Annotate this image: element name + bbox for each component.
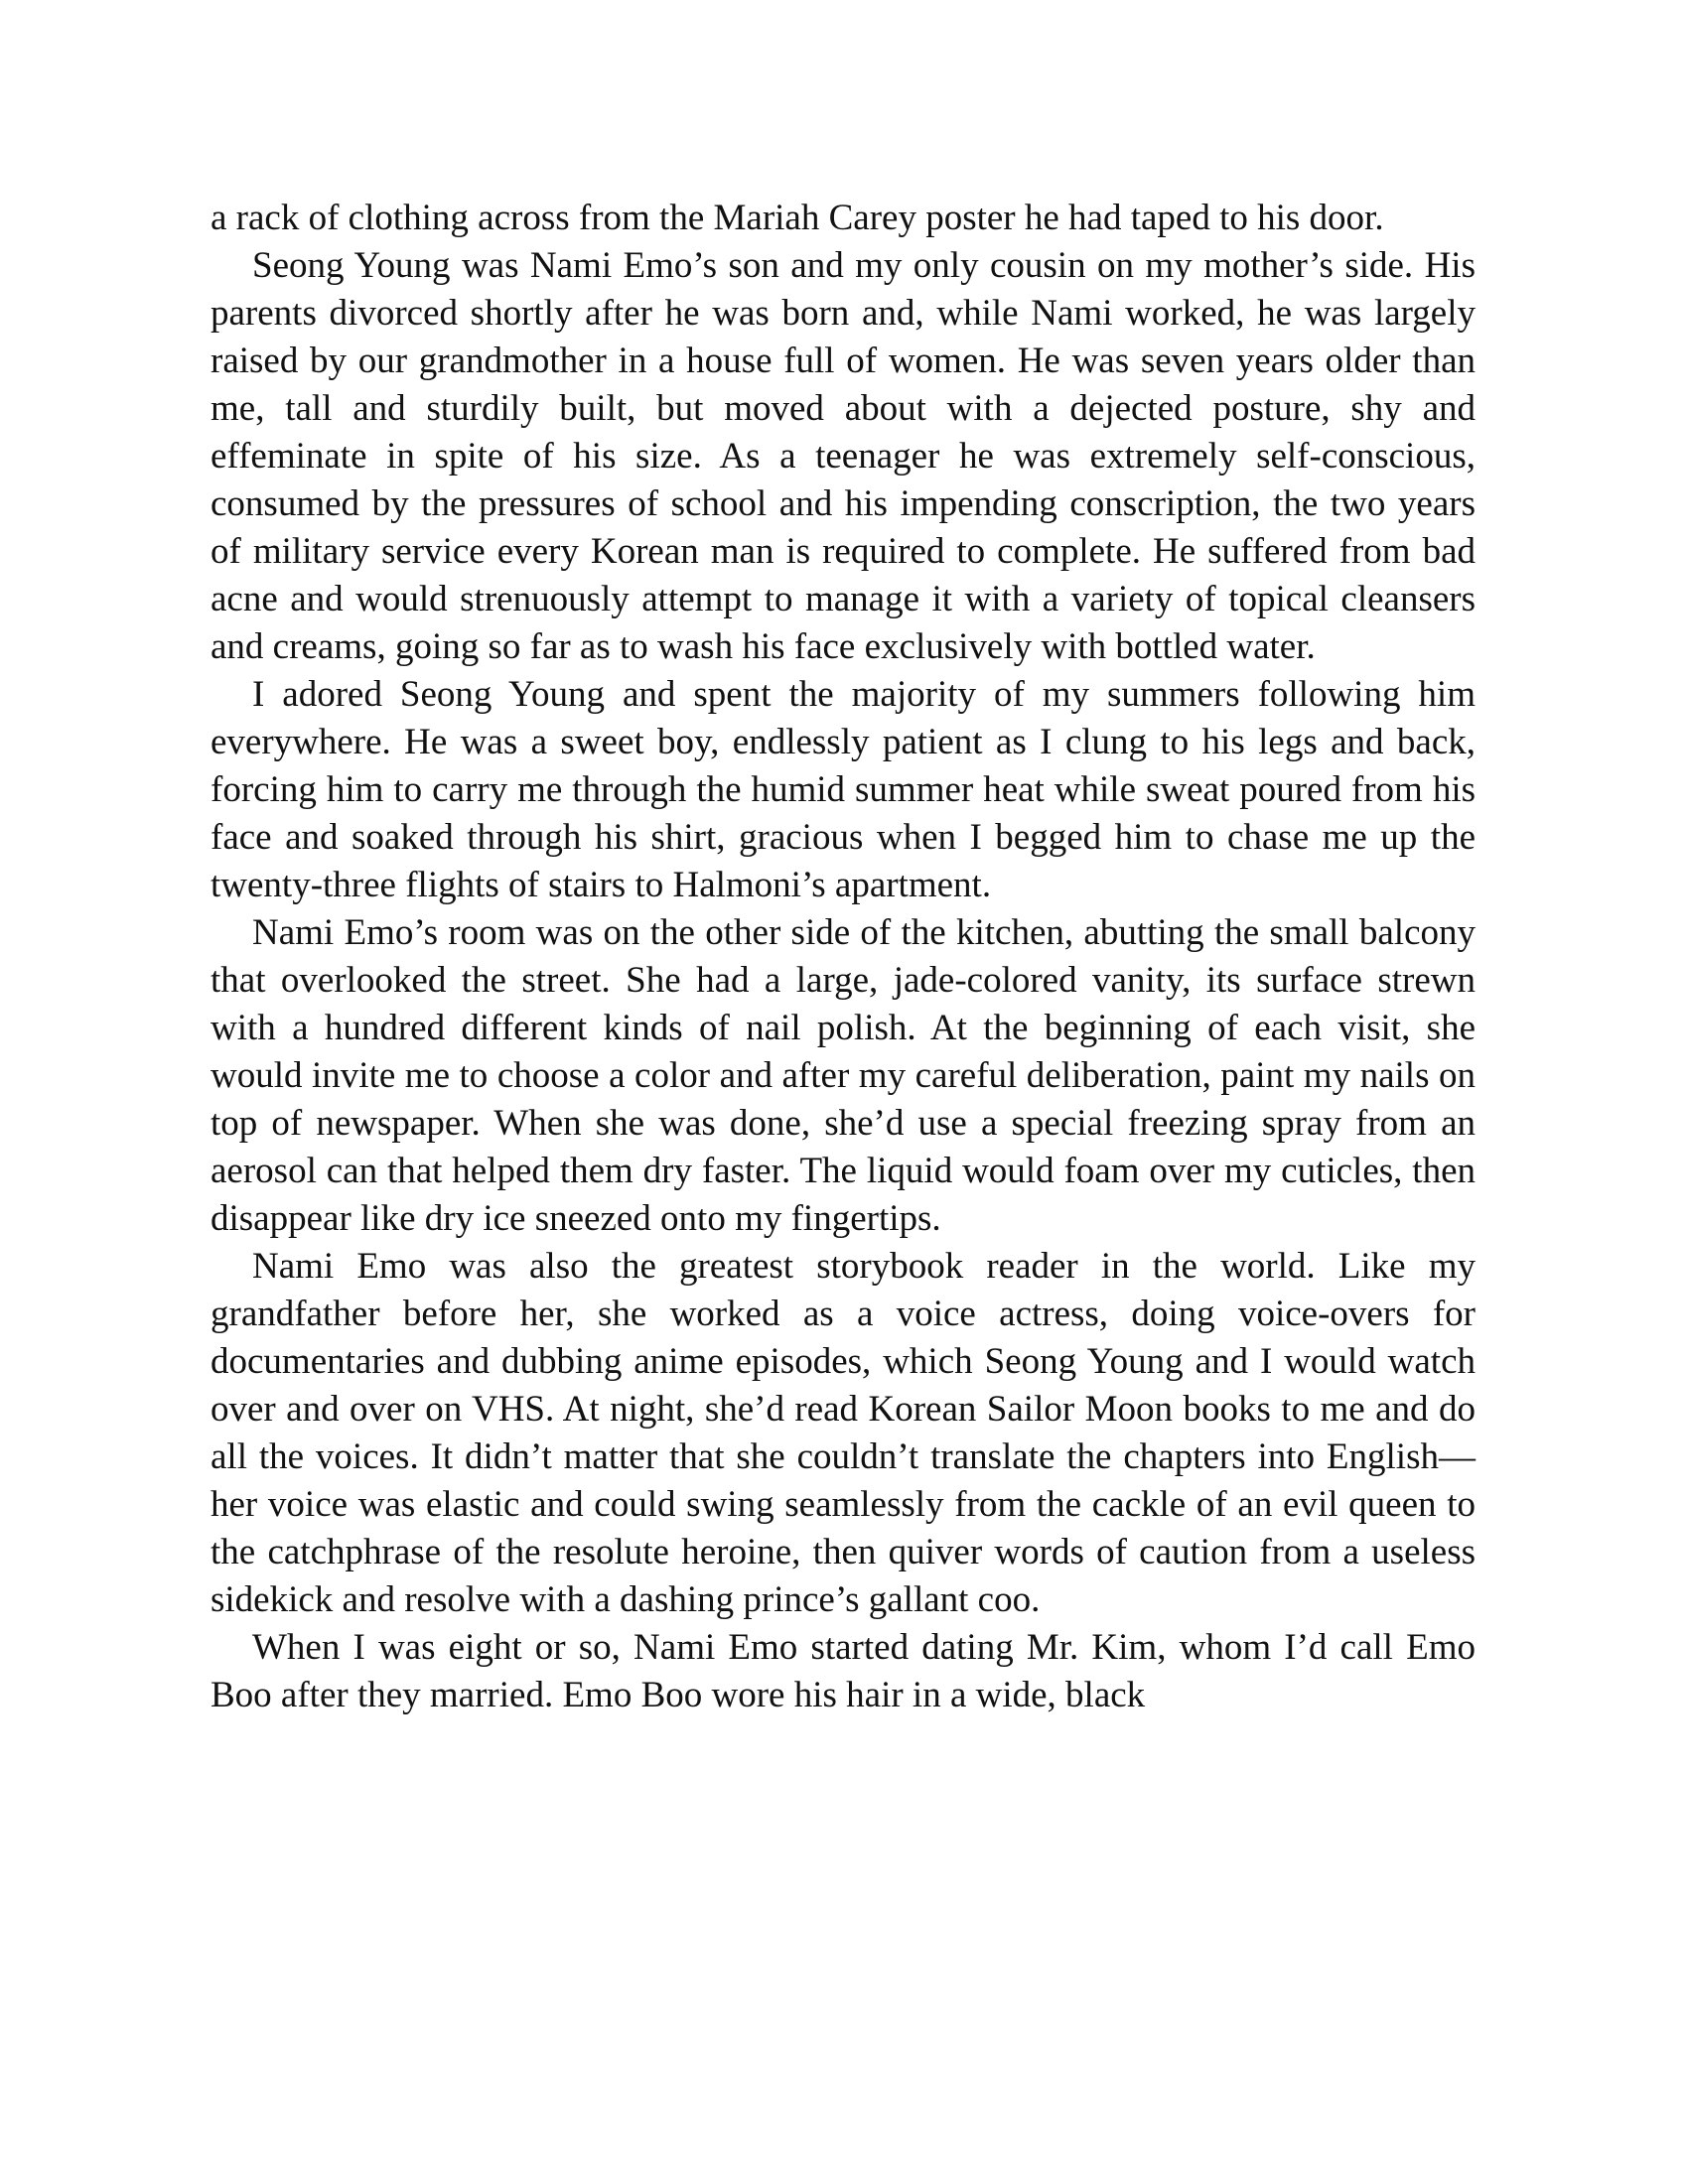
paragraph-adored-seong-young: I adored Seong Young and spent the majority of my summers following him everywhere. He was a sweet boy, endlessly patient as I clung to his legs and back, forcing him to carry me through the humid summer heat while sweat poured from his face and soaked through his shirt, gracious when I begged him to chase me up the twenty-three flights of stairs to Halmoni’s apartment. [211,674,1476,905]
book-page [211,195,1476,1719]
paragraph-mr-kim: When I was eight or so, Nami Emo started dating Mr. Kim, whom I’d call Emo Boo after they married. Emo Boo wore his hair in a wide, black [211,1627,1476,1715]
paragraph-storybook-reader: Nami Emo was also the greatest storybook reader in the world. Like my grandfather before her, she worked as a voice actress, doing voice-overs for documentaries and dubbing anime episodes, which Seong Young and I would watch over and over on VHS. At night, she’d read Korean Sailor Moon books to me and do all the voices. It didn’t matter that she couldn’t translate the chapters into English—her voice was elastic and could swing seamlessly from the cackle of an evil queen to the catchphrase of the resolute heroine, then quiver words of caution from a useless sidekick and resolve with a dashing prince’s gallant coo. [211,1246,1476,1620]
paragraph-seong-young: Seong Young was Nami Emo’s son and my only cousin on my mother’s side. His parents divorced shortly after he was born and, while Nami worked, he was largely raised by our grandmother in a house full of women. He was seven years older than me, tall and sturdily built, but moved about with a dejected posture, shy and effeminate in spite of his size. As a teenager he was extremely self-conscious, consumed by the pressures of school and his impending conscription, the two years of military service every Korean man is required to complete. He suffered from bad acne and would strenuously attempt to manage it with a variety of topical cleansers and creams, going so far as to wash his face exclusively with bottled water. [211,245,1476,667]
paragraph-nami-emo-room: Nami Emo’s room was on the other side of the kitchen, abutting the small balcony that overlooked the street. She had a large, jade-colored vanity, its surface strewn with a hundred different kinds of nail polish. At the beginning of each visit, she would invite me to choose a color and after my careful deliberation, paint my nails on top of newspaper. When she was done, she’d use a special freezing spray from an aerosol can that helped them dry faster. The liquid would foam over my cuticles, then disappear like dry ice sneezed onto my fingertips. [211,912,1476,1239]
paragraph-continuation: a rack of clothing across from the Mariah Carey poster he had taped to his door. [211,198,1384,238]
